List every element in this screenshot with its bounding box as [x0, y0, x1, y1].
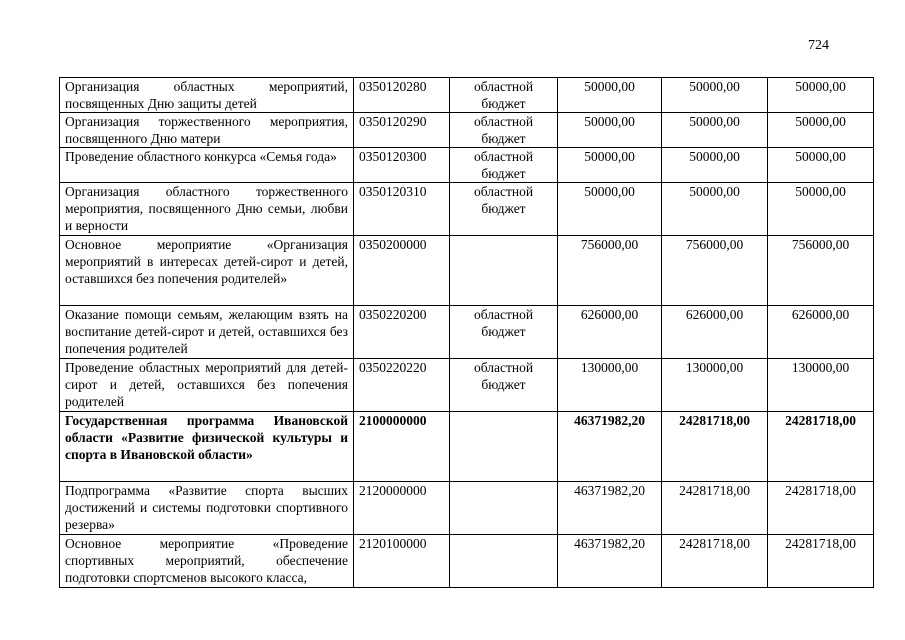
activity-name: Государственная программа Ивановской области «Развитие физической культуры и спорта в Ивановской области»	[60, 412, 354, 482]
amount-year-2: 626000,00	[662, 306, 768, 359]
table-row	[60, 183, 874, 236]
funding-source	[450, 482, 558, 535]
target-code: 0350120280	[354, 78, 450, 113]
table-row	[60, 359, 874, 412]
page-number: 724	[808, 38, 829, 53]
table-row	[60, 113, 874, 148]
amount-year-3: 756000,00	[768, 236, 874, 306]
table-row	[60, 78, 874, 113]
amount-year-2: 50000,00	[662, 183, 768, 236]
amount-year-2: 50000,00	[662, 148, 768, 183]
activity-name: Проведение областных мероприятий для детей-сирот и детей, оставшихся без попечения родителей	[60, 359, 354, 412]
activity-name: Подпрограмма «Развитие спорта высших достижений и системы подготовки спортивного резерва»	[60, 482, 354, 535]
amount-year-1: 46371982,20	[558, 482, 662, 535]
table-row	[60, 535, 874, 588]
funding-source: областной бюджет	[450, 113, 558, 148]
target-code: 0350220220	[354, 359, 450, 412]
target-code: 2100000000	[354, 412, 450, 482]
table-row	[60, 412, 874, 482]
amount-year-3: 50000,00	[768, 78, 874, 113]
amount-year-1: 46371982,20	[558, 535, 662, 588]
amount-year-3: 50000,00	[768, 183, 874, 236]
table-row	[60, 306, 874, 359]
amount-year-1: 756000,00	[558, 236, 662, 306]
target-code: 0350220200	[354, 306, 450, 359]
funding-source: областной бюджет	[450, 183, 558, 236]
amount-year-3: 130000,00	[768, 359, 874, 412]
funding-source: областной бюджет	[450, 78, 558, 113]
target-code: 0350200000	[354, 236, 450, 306]
funding-source: областной бюджет	[450, 306, 558, 359]
target-code: 0350120300	[354, 148, 450, 183]
amount-year-1: 50000,00	[558, 148, 662, 183]
amount-year-1: 46371982,20	[558, 412, 662, 482]
amount-year-3: 50000,00	[768, 113, 874, 148]
target-code: 0350120310	[354, 183, 450, 236]
amount-year-1: 130000,00	[558, 359, 662, 412]
amount-year-1: 626000,00	[558, 306, 662, 359]
activity-name: Основное мероприятие «Организация мероприятий в интересах детей-сирот и детей, оставшихся без попечения родителей»	[60, 236, 354, 306]
target-code: 0350120290	[354, 113, 450, 148]
amount-year-2: 24281718,00	[662, 482, 768, 535]
amount-year-2: 50000,00	[662, 78, 768, 113]
funding-source	[450, 236, 558, 306]
amount-year-3: 50000,00	[768, 148, 874, 183]
target-code: 2120000000	[354, 482, 450, 535]
activity-name: Основное мероприятие «Проведение спортивных мероприятий, обеспечение подготовки спортсменов высокого класса,	[60, 535, 354, 588]
activity-name: Оказание помощи семьям, желающим взять на воспитание детей-сирот и детей, оставшихся без попечения родителей	[60, 306, 354, 359]
amount-year-2: 24281718,00	[662, 412, 768, 482]
amount-year-2: 130000,00	[662, 359, 768, 412]
table-row	[60, 236, 874, 306]
funding-source: областной бюджет	[450, 148, 558, 183]
activity-name: Организация областного торжественного мероприятия, посвященного Дню семьи, любви и верности	[60, 183, 354, 236]
activity-name: Организация торжественного мероприятия, посвященного Дню матери	[60, 113, 354, 148]
amount-year-1: 50000,00	[558, 183, 662, 236]
activity-name: Проведение областного конкурса «Семья года»	[60, 148, 354, 183]
budget-table	[59, 77, 874, 588]
amount-year-2: 50000,00	[662, 113, 768, 148]
amount-year-3: 24281718,00	[768, 482, 874, 535]
amount-year-1: 50000,00	[558, 113, 662, 148]
target-code: 2120100000	[354, 535, 450, 588]
amount-year-3: 24281718,00	[768, 412, 874, 482]
amount-year-3: 24281718,00	[768, 535, 874, 588]
activity-name: Организация областных мероприятий, посвященных Дню защиты детей	[60, 78, 354, 113]
amount-year-2: 756000,00	[662, 236, 768, 306]
funding-source: областной бюджет	[450, 359, 558, 412]
amount-year-2: 24281718,00	[662, 535, 768, 588]
amount-year-1: 50000,00	[558, 78, 662, 113]
table-row	[60, 482, 874, 535]
funding-source	[450, 535, 558, 588]
funding-source	[450, 412, 558, 482]
amount-year-3: 626000,00	[768, 306, 874, 359]
table-row	[60, 148, 874, 183]
